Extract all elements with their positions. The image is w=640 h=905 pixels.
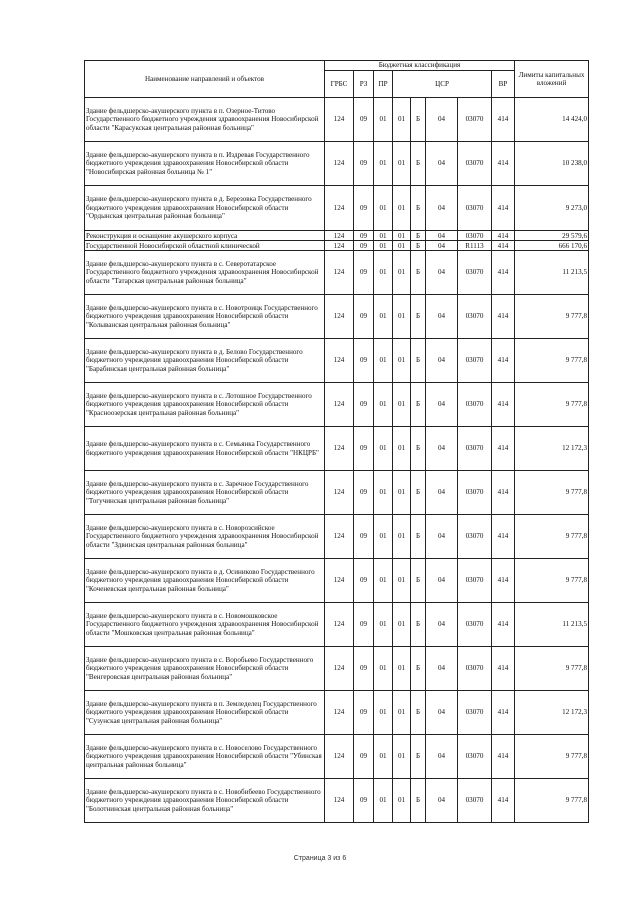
table-row <box>85 231 589 241</box>
cell-csr-main-event: 04 <box>426 339 458 383</box>
cell-rz: 09 <box>354 251 374 295</box>
cell-csr-program: 01 <box>393 142 411 186</box>
header-capital-limits: Лимиты капитальных вложений <box>515 61 589 98</box>
cell-rz: 09 <box>354 515 374 559</box>
table-row <box>85 339 589 383</box>
cell-capital-limit: 9 777,8 <box>515 383 589 427</box>
cell-vr: 414 <box>492 251 515 295</box>
cell-csr-direction: 03070 <box>458 251 492 295</box>
cell-rz: 09 <box>354 691 374 735</box>
cell-csr-subprogram: Б <box>411 515 426 559</box>
cell-pr: 01 <box>374 735 393 779</box>
cell-name: Здание фельдшерско-акушерского пункта в с. Новобибеево Государственного бюджетного учреждения здравоохранения Новосибирской области "Болотнинская центральная районная больница" <box>85 779 325 823</box>
cell-csr-subprogram: Б <box>411 471 426 515</box>
cell-vr: 414 <box>492 647 515 691</box>
cell-csr-subprogram: Б <box>411 383 426 427</box>
cell-name: Здание фельдшерско-акушерского пункта в с. Лотошное Государственного бюджетного учреждения здравоохранения Новосибирской области "Красноозерская центральная районная больница" <box>85 383 325 427</box>
cell-csr-direction: 03070 <box>458 559 492 603</box>
cell-rz: 09 <box>354 383 374 427</box>
cell-csr-main-event: 04 <box>426 559 458 603</box>
cell-csr-subprogram: Б <box>411 295 426 339</box>
cell-csr-subprogram: Б <box>411 735 426 779</box>
cell-csr-subprogram: Б <box>411 603 426 647</box>
cell-csr-program: 01 <box>393 471 411 515</box>
cell-grbs: 124 <box>325 603 354 647</box>
cell-capital-limit: 666 170,6 <box>515 241 589 251</box>
header-rz: РЗ <box>354 71 374 98</box>
cell-pr: 01 <box>374 186 393 231</box>
cell-vr: 414 <box>492 559 515 603</box>
cell-csr-main-event: 04 <box>426 515 458 559</box>
cell-name: Здание фельдшерско-акушерского пункта в д. Осиниково Государственного бюджетного учреждения здравоохранения Новосибирской области "Коченевская центральная районная больница" <box>85 559 325 603</box>
cell-grbs: 124 <box>325 735 354 779</box>
cell-grbs: 124 <box>325 295 354 339</box>
header-vr: ВР <box>492 71 515 98</box>
cell-capital-limit: 29 579,6 <box>515 231 589 241</box>
cell-name: Здание фельдшерско-акушерского пункта в д. Белово Государственного бюджетного учреждения здравоохранения Новосибирской области "Барабинская центральная районная больница" <box>85 339 325 383</box>
header-csr: ЦСР <box>393 71 492 98</box>
cell-csr-program: 01 <box>393 186 411 231</box>
cell-rz: 09 <box>354 647 374 691</box>
cell-grbs: 124 <box>325 251 354 295</box>
cell-csr-program: 01 <box>393 339 411 383</box>
table-row <box>85 295 589 339</box>
cell-capital-limit: 11 213,5 <box>515 251 589 295</box>
cell-grbs: 124 <box>325 647 354 691</box>
cell-rz: 09 <box>354 295 374 339</box>
cell-vr: 414 <box>492 241 515 251</box>
cell-csr-subprogram: Б <box>411 142 426 186</box>
cell-capital-limit: 11 213,5 <box>515 603 589 647</box>
cell-csr-subprogram: Б <box>411 559 426 603</box>
cell-rz: 09 <box>354 241 374 251</box>
header-name: Наименование направлений и объектов <box>85 61 325 98</box>
cell-pr: 01 <box>374 515 393 559</box>
cell-csr-program: 01 <box>393 98 411 142</box>
cell-csr-main-event: 04 <box>426 427 458 471</box>
cell-vr: 414 <box>492 383 515 427</box>
cell-vr: 414 <box>492 295 515 339</box>
cell-grbs: 124 <box>325 559 354 603</box>
cell-grbs: 124 <box>325 383 354 427</box>
cell-rz: 09 <box>354 735 374 779</box>
document-page <box>84 60 588 823</box>
table-row <box>85 603 589 647</box>
cell-capital-limit: 9 777,8 <box>515 559 589 603</box>
cell-rz: 09 <box>354 186 374 231</box>
cell-csr-program: 01 <box>393 383 411 427</box>
cell-pr: 01 <box>374 647 393 691</box>
cell-csr-program: 01 <box>393 231 411 241</box>
table-row <box>85 559 589 603</box>
cell-csr-subprogram: Б <box>411 251 426 295</box>
cell-grbs: 124 <box>325 142 354 186</box>
cell-pr: 01 <box>374 295 393 339</box>
cell-capital-limit: 9 777,8 <box>515 779 589 823</box>
cell-capital-limit: 10 238,0 <box>515 142 589 186</box>
cell-name: Здание фельдшерско-акушерского пункта в с. Воробьево Государственного бюджетного учреждения здравоохранения Новосибирской области "Венгеровская центральная районная больница" <box>85 647 325 691</box>
cell-csr-program: 01 <box>393 559 411 603</box>
cell-csr-main-event: 04 <box>426 251 458 295</box>
cell-csr-program: 01 <box>393 241 411 251</box>
cell-csr-program: 01 <box>393 251 411 295</box>
cell-pr: 01 <box>374 339 393 383</box>
cell-vr: 414 <box>492 779 515 823</box>
cell-pr: 01 <box>374 779 393 823</box>
cell-csr-main-event: 04 <box>426 779 458 823</box>
cell-pr: 01 <box>374 427 393 471</box>
cell-vr: 414 <box>492 339 515 383</box>
cell-name: Здание фельдшерско-акушерского пункта в п. Земледелец Государственного бюджетного учреждения здравоохранения Новосибирской области "Сузунская центральная районная больница" <box>85 691 325 735</box>
cell-csr-subprogram: Б <box>411 186 426 231</box>
cell-name: Государственной Новосибирской областной клинической <box>85 241 325 251</box>
cell-vr: 414 <box>492 471 515 515</box>
cell-rz: 09 <box>354 471 374 515</box>
cell-rz: 09 <box>354 603 374 647</box>
cell-vr: 414 <box>492 186 515 231</box>
cell-csr-program: 01 <box>393 515 411 559</box>
cell-csr-direction: 03070 <box>458 142 492 186</box>
cell-csr-subprogram: Б <box>411 779 426 823</box>
cell-rz: 09 <box>354 142 374 186</box>
header-grbs: ГРБС <box>325 71 354 98</box>
cell-csr-subprogram: Б <box>411 98 426 142</box>
cell-capital-limit: 9 777,8 <box>515 735 589 779</box>
cell-csr-direction: 03070 <box>458 647 492 691</box>
cell-name: Здание фельдшерско-акушерского пункта в с. Новорозсийское Государственного бюджетного учреждения здравоохранения Новосибирской области "Здвинская центральная районная больница" <box>85 515 325 559</box>
header-budget-classification: Бюджетная классификация <box>325 61 515 71</box>
cell-csr-program: 01 <box>393 603 411 647</box>
table-row <box>85 427 589 471</box>
cell-csr-program: 01 <box>393 647 411 691</box>
cell-csr-subprogram: Б <box>411 647 426 691</box>
cell-csr-direction: 03070 <box>458 779 492 823</box>
cell-grbs: 124 <box>325 691 354 735</box>
cell-csr-main-event: 04 <box>426 383 458 427</box>
cell-rz: 09 <box>354 98 374 142</box>
cell-vr: 414 <box>492 691 515 735</box>
cell-csr-program: 01 <box>393 295 411 339</box>
cell-csr-main-event: 04 <box>426 647 458 691</box>
cell-csr-direction: 03070 <box>458 603 492 647</box>
table-row <box>85 471 589 515</box>
cell-csr-direction: 03070 <box>458 691 492 735</box>
cell-grbs: 124 <box>325 241 354 251</box>
cell-csr-direction: 03070 <box>458 98 492 142</box>
cell-csr-main-event: 04 <box>426 735 458 779</box>
cell-csr-subprogram: Б <box>411 427 426 471</box>
table-row <box>85 735 589 779</box>
cell-pr: 01 <box>374 98 393 142</box>
cell-csr-subprogram: Б <box>411 231 426 241</box>
cell-vr: 414 <box>492 735 515 779</box>
cell-capital-limit: 9 777,8 <box>515 515 589 559</box>
page-number: Страница 3 из 6 <box>293 855 347 862</box>
cell-csr-direction: 03070 <box>458 383 492 427</box>
table-body <box>85 98 589 823</box>
cell-capital-limit: 9 777,8 <box>515 295 589 339</box>
cell-csr-main-event: 04 <box>426 471 458 515</box>
table-row <box>85 779 589 823</box>
cell-vr: 414 <box>492 603 515 647</box>
cell-csr-main-event: 04 <box>426 241 458 251</box>
cell-pr: 01 <box>374 251 393 295</box>
table-row <box>85 515 589 559</box>
cell-csr-program: 01 <box>393 427 411 471</box>
cell-csr-subprogram: Б <box>411 691 426 735</box>
cell-capital-limit: 9 777,8 <box>515 339 589 383</box>
cell-rz: 09 <box>354 231 374 241</box>
cell-name: Здание фельдшерско-акушерского пункта в п. Издревая Государственного бюджетного учреждения здравоохранения Новосибирской области "Новосибирская районная больница № 1" <box>85 142 325 186</box>
cell-name: Здание фельдшерско-акушерского пункта в с. Заречное Государственного бюджетного учреждения здравоохранения Новосибирской области "Тогучинская центральная районная больница" <box>85 471 325 515</box>
cell-csr-direction: 03070 <box>458 735 492 779</box>
cell-csr-main-event: 04 <box>426 603 458 647</box>
cell-csr-direction: 03070 <box>458 427 492 471</box>
cell-pr: 01 <box>374 603 393 647</box>
cell-grbs: 124 <box>325 339 354 383</box>
cell-vr: 414 <box>492 515 515 559</box>
cell-capital-limit: 12 172,3 <box>515 427 589 471</box>
cell-csr-main-event: 04 <box>426 231 458 241</box>
cell-pr: 01 <box>374 142 393 186</box>
cell-name: Здание фельдшерско-акушерского пункта в с. Семьянка Государственного бюджетного учреждения здравоохранения Новосибирской области "НКЦРБ" <box>85 427 325 471</box>
cell-grbs: 124 <box>325 471 354 515</box>
cell-grbs: 124 <box>325 98 354 142</box>
cell-csr-direction: 03070 <box>458 339 492 383</box>
cell-csr-main-event: 04 <box>426 98 458 142</box>
cell-name: Здание фельдшерско-акушерского пункта в с. Новомошковское Государственного бюджетного учреждения здравоохранения Новосибирской области "Мошковская центральная районная больница" <box>85 603 325 647</box>
table-row <box>85 142 589 186</box>
cell-pr: 01 <box>374 383 393 427</box>
cell-csr-subprogram: Б <box>411 241 426 251</box>
table-row <box>85 251 589 295</box>
cell-csr-program: 01 <box>393 691 411 735</box>
cell-vr: 414 <box>492 427 515 471</box>
cell-csr-direction: 03070 <box>458 295 492 339</box>
cell-name: Здание фельдшерско-акушерского пункта в д. Березовка Государственного бюджетного учреждения здравоохранения Новосибирской области "Ордынская центральная районная больница" <box>85 186 325 231</box>
cell-vr: 414 <box>492 231 515 241</box>
cell-csr-direction: 03070 <box>458 186 492 231</box>
cell-csr-direction: R1113 <box>458 241 492 251</box>
table-row <box>85 691 589 735</box>
cell-csr-main-event: 04 <box>426 186 458 231</box>
cell-name: Здание фельдшерско-акушерского пункта в с. Новоселово Государственного бюджетного учреждения здравоохранения Новосибирской области "Убинская центральная районная больница" <box>85 735 325 779</box>
cell-csr-main-event: 04 <box>426 691 458 735</box>
cell-rz: 09 <box>354 427 374 471</box>
cell-name: Здание фельдшерско-акушерского пункта в с. Новотроицк Государственного бюджетного учреждения здравоохранения Новосибирской области "Колыванская центральная районная больница" <box>85 295 325 339</box>
table-row <box>85 241 589 251</box>
cell-rz: 09 <box>354 339 374 383</box>
cell-csr-main-event: 04 <box>426 295 458 339</box>
cell-pr: 01 <box>374 241 393 251</box>
cell-csr-program: 01 <box>393 735 411 779</box>
table-row <box>85 98 589 142</box>
cell-rz: 09 <box>354 559 374 603</box>
cell-grbs: 124 <box>325 231 354 241</box>
table-row <box>85 383 589 427</box>
cell-capital-limit: 9 777,8 <box>515 647 589 691</box>
table-row <box>85 186 589 231</box>
cell-vr: 414 <box>492 142 515 186</box>
cell-grbs: 124 <box>325 427 354 471</box>
cell-grbs: 124 <box>325 186 354 231</box>
cell-capital-limit: 9 777,8 <box>515 471 589 515</box>
cell-csr-subprogram: Б <box>411 339 426 383</box>
cell-rz: 09 <box>354 779 374 823</box>
table-row <box>85 647 589 691</box>
cell-grbs: 124 <box>325 515 354 559</box>
cell-csr-direction: 03070 <box>458 231 492 241</box>
cell-csr-main-event: 04 <box>426 142 458 186</box>
cell-name: Здание фельдшерско-акушерского пункта в п. Озерное-Титово Государственного бюджетного учреждения здравоохранения Новосибирской области "Карасукская центральная районная больница" <box>85 98 325 142</box>
cell-capital-limit: 12 172,3 <box>515 691 589 735</box>
cell-pr: 01 <box>374 471 393 515</box>
cell-pr: 01 <box>374 559 393 603</box>
cell-pr: 01 <box>374 691 393 735</box>
cell-csr-program: 01 <box>393 779 411 823</box>
cell-capital-limit: 14 424,0 <box>515 98 589 142</box>
cell-capital-limit: 9 273,0 <box>515 186 589 231</box>
budget-table <box>84 60 589 823</box>
cell-csr-direction: 03070 <box>458 471 492 515</box>
cell-grbs: 124 <box>325 779 354 823</box>
cell-name: Здание фельдшерско-акушерского пункта в с. Северотатарское Государственного бюджетного учреждения здравоохранения Новосибирской области "Татарская центральная районная больница" <box>85 251 325 295</box>
cell-vr: 414 <box>492 98 515 142</box>
cell-csr-direction: 03070 <box>458 515 492 559</box>
header-pr: ПР <box>374 71 393 98</box>
cell-name: Реконструкция и оснащение акушерского корпуса <box>85 231 325 241</box>
cell-pr: 01 <box>374 231 393 241</box>
